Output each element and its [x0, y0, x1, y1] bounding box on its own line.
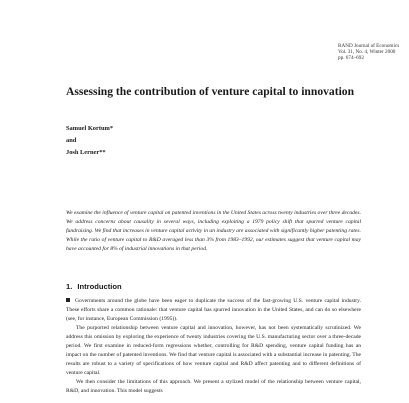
journal-volume: Vol. 31, No. 4, Winter 2000	[338, 49, 396, 56]
author-kortum: Samuel Kortum*	[66, 125, 114, 132]
article-title: Assessing the contribution of venture capital to innovation	[66, 85, 355, 98]
abstract: We examine the influence of venture capital on patented inventions in the United States across twenty industries over three decades. We address concerns about causality in several ways, including exploiting a 1979 policy shift that spurred venture capital fundraising. We find that increases in venture capital activity in an industry are associated with significantly higher patenting rates. While the ratio of venture capital to R&D averaged less than 3% from 1983–1992, our estimates suggest that venture capital may have accounted for 8% of industrial innovations in that period.	[66, 210, 361, 252]
journal-pages: pp. 674–692	[338, 55, 364, 62]
bullet-icon	[66, 298, 70, 302]
section-number: 1.	[66, 282, 73, 291]
journal-name: RAND Journal of Economics	[338, 43, 400, 49]
paragraph: The purported relationship between venture capital and innovation, however, has not been systematically scrutinized. We address this omission by exploring the experience of twenty industries covering the U.S. manufacturing sector over a three-decade period. We first examine in reduced-form regressions whether, controlling for R&D spending, venture capital funding has an impact on the number of patented inventions. We find that venture capital is associated with a substantial increase in patenting. The results are robust to a variety of specifications of how venture capital and R&D affect patenting and to different definitions of venture capital.	[66, 325, 361, 376]
journal-citation	[338, 43, 406, 62]
paragraph: Governments around the globe have been eager to duplicate the success of the fast-growing U.S. venture capital industry. These efforts share a common rationale: that venture capital has spurred innovation in the United States, and can do so elsewhere (see, for instance, European Commission (1995)).	[66, 298, 361, 322]
paragraph: We then consider the limitations of this approach. We present a stylized model of the relationship between venture capital, R&D, and innovation. This model suggests	[66, 379, 361, 394]
section-heading	[66, 282, 266, 291]
author-conjunction: and	[66, 137, 77, 144]
author-lerner: Josh Lerner**	[66, 149, 106, 156]
author-list	[66, 126, 266, 162]
section-title: Introduction	[77, 282, 122, 291]
body-text	[66, 297, 361, 396]
